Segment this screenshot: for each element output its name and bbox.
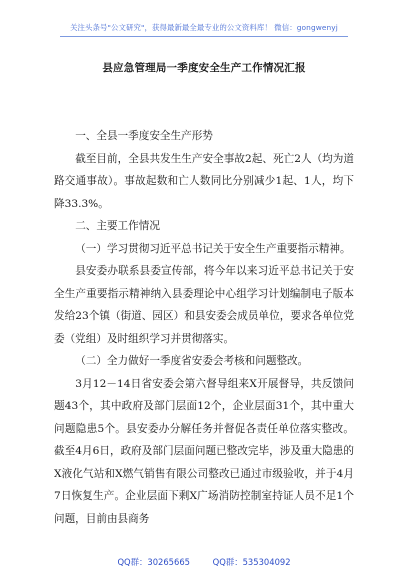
qq-footer xyxy=(0,556,408,568)
document-title: 县应急管理局一季度安全生产工作情况汇报 xyxy=(102,62,306,74)
section-heading-2: 二、主要工作情况 xyxy=(75,220,160,232)
qq-group-2: QQ群：535304092 xyxy=(212,557,291,567)
document-body xyxy=(54,60,354,530)
subsection-heading-1: （一）学习贯彻习近平总书记关于安全生产重要指示精神。 xyxy=(75,242,351,255)
section-heading-1: 一、全县一季度安全生产形势 xyxy=(75,130,213,142)
subsection-heading-2: （二）全力做好一季度省安委会考核和问题整改。 xyxy=(75,355,309,367)
paragraph-3: 3月12－14日省安委会第六督导组来X开展督导，共反馈问题43个，其中政府及部门层面12个，企业层面31个，其中重大问题隐患5个。县安委办分解任务并督促各责任单位落实整改。截至4月6日，政府及部门层面问题已整改完毕，涉及重大隐患的X液化气站和X燃气销售有限公司整改已通过市级验收，并于4月7日恢复生产。企业层面下剩X广场消防控制室持证人员不足1个问题，目前由县商务 xyxy=(54,377,354,525)
qq-group-1: QQ群：30265665 xyxy=(117,557,190,567)
promo-banner: 关注头条号"公文研究"，获得最新最全最专业的公文资料库！ 微信：gongwenyj xyxy=(70,23,338,32)
paragraph-2: 县安委办联系县委宣传部，将今年以来习近平总书记关于安全生产重要指示精神纳入县委理论中心组学习计划编制电子版本发给23个镇（街道、园区）和县安委会成员单位，要求各单位党委（党组）及时组织学习并贯彻落实。 xyxy=(54,265,354,345)
banner-divider xyxy=(60,36,348,37)
paragraph-1: 截至目前，全县共发生生产安全事故2起、死亡2人（均为道路交通事故）。事故起数和亡人数同比分别减少1起、1人，均下降33.3%。 xyxy=(54,152,354,210)
